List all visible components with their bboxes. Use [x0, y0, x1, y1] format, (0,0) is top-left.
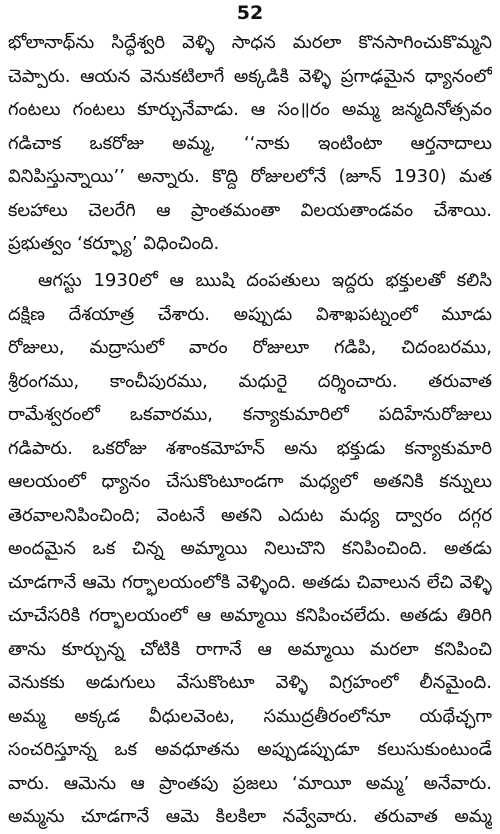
text-line: రామేశ్వరంలో ఒకవారము, కన్యాకుమారిలో పదిహేనురోజులు [8, 404, 492, 425]
text-line: దక్షిణ దేశయాత్ర చేశారు. అప్పుడు విశాఖపట్నంలో మూడు [8, 303, 492, 325]
text-line: సంచరిస్తూన్న ఒక అవధూతను అప్పుడప్పుడూ కలుసుకుంటుండే [8, 739, 492, 760]
text-line: చూడగానే ఆమె గర్భాలయంలోకి వెళ్ళింది. అతడు చివాలున లేచి వెళ్ళి [8, 571, 492, 593]
text-line: గడిపారు. ఒకరోజు శశాంకమోహన్ అను భక్తుడు కన్యాకుమారి [8, 437, 492, 459]
text-line: అమ్మను చూడగానే ఆమె కిలకిలా నవ్వేవారు. తరువాత అమ్మ [8, 806, 492, 827]
text-line: ఆగస్టు 1930లో ఆ ఋషి దంపతులు ఇద్దరు భక్తులతో కలిసి [38, 270, 492, 291]
text-line: రోజులు, మద్రాసులో వారం రోజులూ గడిపి, చిదంబరము, [8, 337, 492, 358]
text-line: వారు. ఆమెను ఆ ప్రాంతపు ప్రజలు ‘మాయీ అమ్మ’ అనేవారు. [8, 772, 492, 794]
text-line: ప్రభుత్వం ‘కర్ఫ్యూ’ విధించింది. [8, 233, 220, 254]
text-line: తెరవాలనిపించింది; వెంటనే అతని ఎదుట మధ్య ద్వారం దగ్గర [8, 504, 492, 526]
text-line: ఆలయంలో ధ్యానం చేసుకొంటూండగా మధ్యలో అతనికి కన్నులు [8, 471, 492, 492]
text-line: శ్రీరంగము, కాంచీపురము, మధురై దర్శించారు. తరువాత [8, 370, 492, 392]
text-line: గడిచాక ఒకరోజు అమ్మ, ‘‘నాకు ఇంటింటా ఆర్తనాదాలు [8, 132, 492, 154]
text-line: భోలానాథ్‌ను సిద్ధేశ్వరి వెళ్ళి సాధన మరలా కొనసాగించుకొమ్మని [8, 32, 492, 53]
text-line: తాను కూర్చున్న చోటికి రాగానే ఆ అమ్మాయి మరలా కనిపించి [8, 638, 492, 660]
text-line: గంటలు గంటలు కూర్చునేవాడు. ఆ సం॥రం అమ్మ జన్మదినోత్సవం [8, 99, 492, 120]
text-line: చూచేసరికి గర్భాలయంలో ఆ అమ్మాయి కనిపించలేదు. అతడు తిరిగి [8, 605, 492, 626]
paragraph-2 [8, 264, 492, 834]
paragraph-1 [8, 26, 492, 261]
text-line: కలహాలు చెలరేగి ఆ ప్రాంతమంతా విలయతాండవం చేశాయి. [8, 199, 492, 221]
text-line: వినిపిస్తున్నాయి’’ అన్నారు. కొద్ది రోజులలోనే (జూన్ 1930) మత [8, 166, 492, 187]
page-number: 52 [236, 2, 264, 24]
text-line: చెప్పారు. ఆయన వెనుకటిలాగే అక్కడికి వెళ్ళి ప్రగాఢమైన ధ్యానంలో [8, 65, 492, 87]
text-line: అందమైన ఒక చిన్న అమ్మాయి నిలుచొని కనిపించింది. అతడు [8, 538, 492, 559]
text-line: వెనుకకు అడుగులు వేసుకొంటూ వెళ్ళి విగ్రహంలో లీనమైంది. [8, 672, 492, 693]
text-line: అమ్మ అక్కడ వీధులవెంట, సముద్రతీరంలోనూ యథేచ్ఛగా [8, 705, 492, 727]
